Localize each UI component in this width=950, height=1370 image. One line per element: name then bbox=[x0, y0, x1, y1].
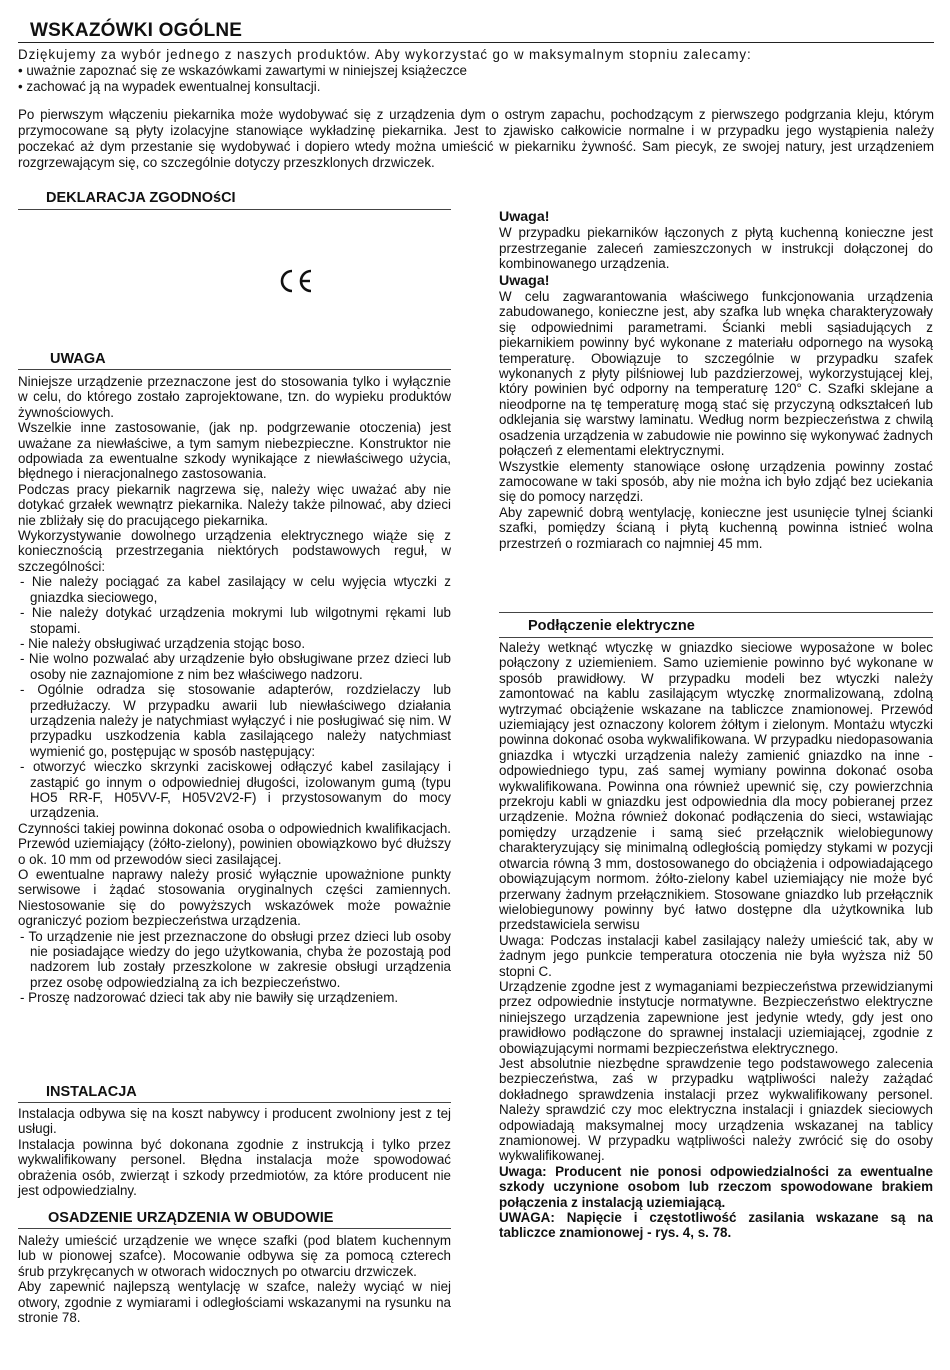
podlaczenie-divider bbox=[499, 637, 933, 638]
instalacja-section bbox=[18, 1106, 451, 1198]
podlaczenie-paragraph: Uwaga: Podczas instalacji kabel zasilający należy umieścić tak, aby w żadnym jego punkcie temperatura otoczenia nie była wyższa niż 50 stopni C. bbox=[499, 932, 933, 979]
declaration-divider bbox=[18, 209, 451, 210]
intro-smoke-note: Po pierwszym włączeniu piekarnika może wydobywać się z urządzenia dym o ostrym zapachu, pochodzącym z pierwszego podgrzania kleju, którym przymocowane są płyty izolacyjne stanowiące wykładzinę piekarnika. Jest to zjawisko całkowicie normalne i w przypadku jego wystąpienia należy poczekać aż dym przestanie się wydobywać i dopiero wtedy można umieścić w piekarniku żywność. Sam piecyk, ze swojej natury, jest urządzeniem rozgrzewającym się, co szczególnie dotyczy przeszklonych drzwiczek. bbox=[18, 107, 934, 170]
instalacja-divider bbox=[18, 1102, 451, 1103]
osadzenie-divider bbox=[18, 1228, 451, 1229]
uwaga-section bbox=[18, 374, 451, 1006]
uwaga-note-text: W przypadku piekarników łączonych z płytą kuchenną konieczne jest przestrzeganie zaleceń zamieszczonych w instrukcji dołączonej do kombinowanego urządzenia. bbox=[499, 225, 933, 272]
title-divider bbox=[18, 42, 934, 43]
osadzenie-paragraph: Aby zapewnić najlepszą wentylację w szafce, należy wyciąć w niej otwory, zgodnie z wymiarami i odległościami wskazanymi na rysunku na stronie 78. bbox=[18, 1279, 451, 1326]
intro-thanks: Dziękujemy za wybór jednego z naszych produktów. Aby wykorzystać go w maksymalnym stopniu zalecamy: bbox=[18, 47, 752, 62]
uwaga-list-item: - Nie wolno pozwalać aby urządzenie było obsługiwane przez dzieci lub osoby nie zaznajomione z nim bez właściwego nadzoru. bbox=[20, 651, 451, 682]
uwaga-paragraph: Wszelkie inne zastosowanie, (jak np. podgrzewanie otoczenia) jest uważane za niewłaściwe, a tym samym niebezpieczne. Konstruktor nie odpowiada za ewentualne szkody wynikające z niewłaściwego użycia, błędnego i nieracjonalnego zastosowania. bbox=[18, 420, 451, 482]
podlaczenie-paragraph: Urządzenie zgodne jest z wymaganiami bezpieczeństwa przewidzianymi przez odpowiednie instytucje normatywne. Bezpieczeństwo elektryczne niniejszego urządzenia zapewnione jest jedynie wtedy, gdy jest ono prawidłowo podłączone do sprawnej instalacji uziemiającej, zgodnie z obowiązującymi normami bezpieczeństwa elektrycznego. bbox=[499, 978, 933, 1056]
uwaga-paragraph: Czynności takiej powinna dokonać osoba o odpowiednich kwalifikacjach. Przewód uziemiający (żółto-zielony), powinien obowiązkowo być dłuższy o ok. 10 mm od przewodów sieci zasilającej. bbox=[18, 820, 451, 867]
osadzenie-section bbox=[18, 1233, 451, 1325]
uwaga-list-item: - Ogólnie odradza się stosowanie adapterów, rozdzielaczy lub przedłużaczy. W przypadku awarii lub niewłaściwego działania urządzenia należy je natychmiast wyłączyć i nie posługiwać się nim. W przypadku uszkodzenia kabla zasilającego należy natychmiast wymienić go, postępując w sposób następujący: bbox=[20, 682, 451, 759]
uwaga-paragraph: O ewentualne naprawy należy prosić wyłącznie upoważnione punkty serwisowe i żądać stosowania oryginalnych części zamiennych. Niestosowanie się do powyższych wskazówek może poważnie ograniczyć poziom bezpieczeństwa urządzenia. bbox=[18, 867, 451, 929]
uwaga-paragraph: Wykorzystywanie dowolnego urządzenia elektrycznego wiąże się z koniecznością przestrzegania niektórych podstawowych reguł, w szczególności: bbox=[18, 528, 451, 574]
podlaczenie-warning: Uwaga: Producent nie ponosi odpowiedzialności za ewentualne szkody uczynione osobom lub rzeczom spowodowane brakiem połączenia z instalacją uziemiającą. bbox=[499, 1163, 933, 1210]
uwaga-paragraph: Niniejsze urządzenie przeznaczone jest do stosowania tylko i wyłącznie w celu, do którego zostało zaprojektowane, tzn. do wypieku produktów żywnościowych. bbox=[18, 374, 451, 420]
intro-bullet-1: • uważnie zapoznać się ze wskazówkami zawartymi w niniejszej książeczce bbox=[18, 63, 467, 78]
uwaga-divider bbox=[18, 369, 451, 370]
uwaga-list-item: - Nie należy pociągać za kabel zasilający w celu wyjęcia wtyczki z gniazdka sieciowego, bbox=[20, 574, 451, 605]
page-title: WSKAZÓWKI OGÓLNE bbox=[30, 20, 243, 41]
instalacja-paragraph: Instalacja odbywa się na koszt nabywcy i producent zwolniony jest z tej usługi. bbox=[18, 1106, 451, 1137]
podlaczenie-title: Podłączenie elektryczne bbox=[528, 618, 695, 634]
uwaga-list-item: - Nie należy obsługiwać urządzenia stojąc boso. bbox=[20, 635, 306, 651]
instalacja-paragraph: Instalacja powinna być dokonana zgodnie z instrukcją i tylko przez wykwalifikowany personel. Błędna instalacja może spowodować obrażenia osób, zwierząt i szkody przedmiotów, za które producent nie jest odpowiedzialny. bbox=[18, 1136, 451, 1199]
instalacja-title: INSTALACJA bbox=[46, 1084, 137, 1100]
uwaga-list-item: - Proszę nadzorować dzieci tak aby nie bawiły się urządzeniem. bbox=[20, 990, 399, 1006]
uwaga-note-title: Uwaga! bbox=[499, 209, 550, 225]
osadzenie-title: OSADZENIE URZĄDZENIA W OBUDOWIE bbox=[48, 1210, 334, 1226]
intro-bullet-2: • zachować ją na wypadek ewentualnej konsultacji. bbox=[18, 79, 321, 94]
right-notes bbox=[499, 210, 933, 551]
podlaczenie-warning: UWAGA: Napięcie i częstotliwość zasilania wskazane są na tabliczce znamionowej - rys. 4, s. 78. bbox=[499, 1210, 933, 1241]
uwaga-list-item: - To urządzenie nie jest przeznaczone do obsługi przez dzieci lub osoby nie posiadające wiedzy do jego użytkowania, chyba że pozostają pod nadzorem lub zostały przeszkolone w zakresie obsługi urządzenia przez osobę odpowiedzialną za ich bezpieczeństwo. bbox=[20, 928, 451, 990]
intro-section bbox=[18, 47, 934, 171]
podlaczenie-top-divider bbox=[499, 612, 933, 613]
osadzenie-paragraph: Należy umieścić urządzenie we wnęce szafki (pod blatem kuchennym lub w pionowej szafce). Mocowanie odbywa się za pomocą czterech śrub przykręcanych w otworach widocznych po otwarciu drzwiczek. bbox=[18, 1233, 451, 1279]
right-paragraph: Aby zapewnić dobrą wentylację, konieczne jest usunięcie tylnej ścianki szafki, pomiędzy ścianą i płytą kuchenną powinna istnieć wolna przestrzeń o rozmiarach co najmniej 45 mm. bbox=[499, 504, 933, 551]
podlaczenie-paragraph: Jest absolutnie niezbędne sprawdzenie tego podstawowego zalecenia bezpieczeństwa, zaś w przypadku wątpliwości należy zażądać dokładnego sprawdzenia instalacji przez wykwalifikowany personel. Należy sprawdzić czy moc elektryczna instalacji i gniazdek sieciowych odpowiadają maksymalnej mocy urządzenia wskazanej na tablicy znamionowej. W przypadku wątpliwości należy zwrócić się do osoby wykwalifikowanej. bbox=[499, 1055, 933, 1164]
podlaczenie-section bbox=[499, 640, 933, 1241]
uwaga-title: UWAGA bbox=[50, 351, 106, 367]
podlaczenie-paragraph: Należy wetknąć wtyczkę w gniazdko sieciowe wyposażone w bolec połączony z uziemieniem. Samo uziemienie powinno być wykonane w sposób prawidłowy. W przypadku modeli bez wtyczki należy zamontować na kablu zasilającym wtyczkę znormalizowaną, zdolną wytrzymać obciążenie wskazane na tabliczce znamionowej. Przewód uziemiający jest oznaczony kolorem żółtym i zielonym. Montażu wtyczki powinna dokonać osoba wykwalifikowana. W przypadku niedopasowania gniazdka i wtyczki urządzenia należy zamienić gniazdko na inne - odpowiedniego typu, zaś samej wymiany powinna dokonać osoba wykwalifikowana. Powinna ona również upewnić się, czy powierzchnia przekroju kabli w gniazdku jest odpowiednia dla mocy pobieranej przez urządzenie. Można również dokonać podłączenia do sieci, wstawiając pomiędzy urządzenie i samą sieć przełącznik wielobiegunowy charakteryzujący się minimalną odległością pomiędzy stykami w pozycji otwarcia równą 3 mm, dostosowanego do obciążenia i odpowiadającego obowiązującym normom. żółto-zielony kabel uziemiający nie może być przerwany żadnym przełącznikiem. Stosowane gniazdko lub przełącznik wielobiegunowy powinny być łatwo dostępne dla użytkownika lub przedstawiciela serwisu bbox=[499, 640, 933, 933]
right-paragraph: Wszystkie elementy stanowiące osłonę urządzenia powinny zostać zamocowane w taki sposób, aby nie można ich było zdjąć bez uciekania się do pomocy narzędzi. bbox=[499, 458, 933, 505]
uwaga-paragraph: Podczas pracy piekarnik nagrzewa się, należy więc uważać aby nie dotykać grzałek wewnątrz piekarnika. Należy także pilnować, aby dzieci nie zbliżały się do pracującego piekarnika. bbox=[18, 481, 451, 528]
ce-mark-icon bbox=[278, 268, 314, 294]
uwaga-note-title: Uwaga! bbox=[499, 272, 550, 289]
uwaga-note-text: W celu zagwarantowania właściwego funkcjonowania urządzenia zabudowanego, konieczne jest, aby szafka lub wnęka charakteryzowały się odpowiednimi parametrami. Ścianki mebli sąsiadujących z piekarnikiem powinny być wykonane z materiału odpornego na wysoką temperaturę. Obowiązuje to szczególnie w przypadku szafek wykonanych z płyty pilśniowej lub pazdzierzowej, wykorzystującej klej, który powinien być odporny na temperaturę 120° C. Szafki sklejane a nieodporne na tę temperaturę mogą stać się przyczyną odkształceń lub odklejania się warstwy laminatu. Według norm bezpieczeństwa z chwilą osadzenia urządzenia w zabudowie nie powinno się wykonywać żadnych połączeń z elementami elektrycznymi. bbox=[499, 289, 933, 459]
uwaga-list-item: - otworzyć wieczko skrzynki zaciskowej odłączyć kabel zasilający i zastąpić go innym o odpowiedniej długości, izolowanym gumą (typu HO5 RR-F, H05VV-F, H05V2V2-F) i przystosowanym do mocy urządzenia. bbox=[20, 759, 451, 821]
uwaga-list-item: - Nie należy dotykać urządzenia mokrymi lub wilgotnymi rękami lub stopami. bbox=[20, 605, 451, 636]
declaration-title: DEKLARACJA ZGODNOśCI bbox=[46, 190, 236, 206]
